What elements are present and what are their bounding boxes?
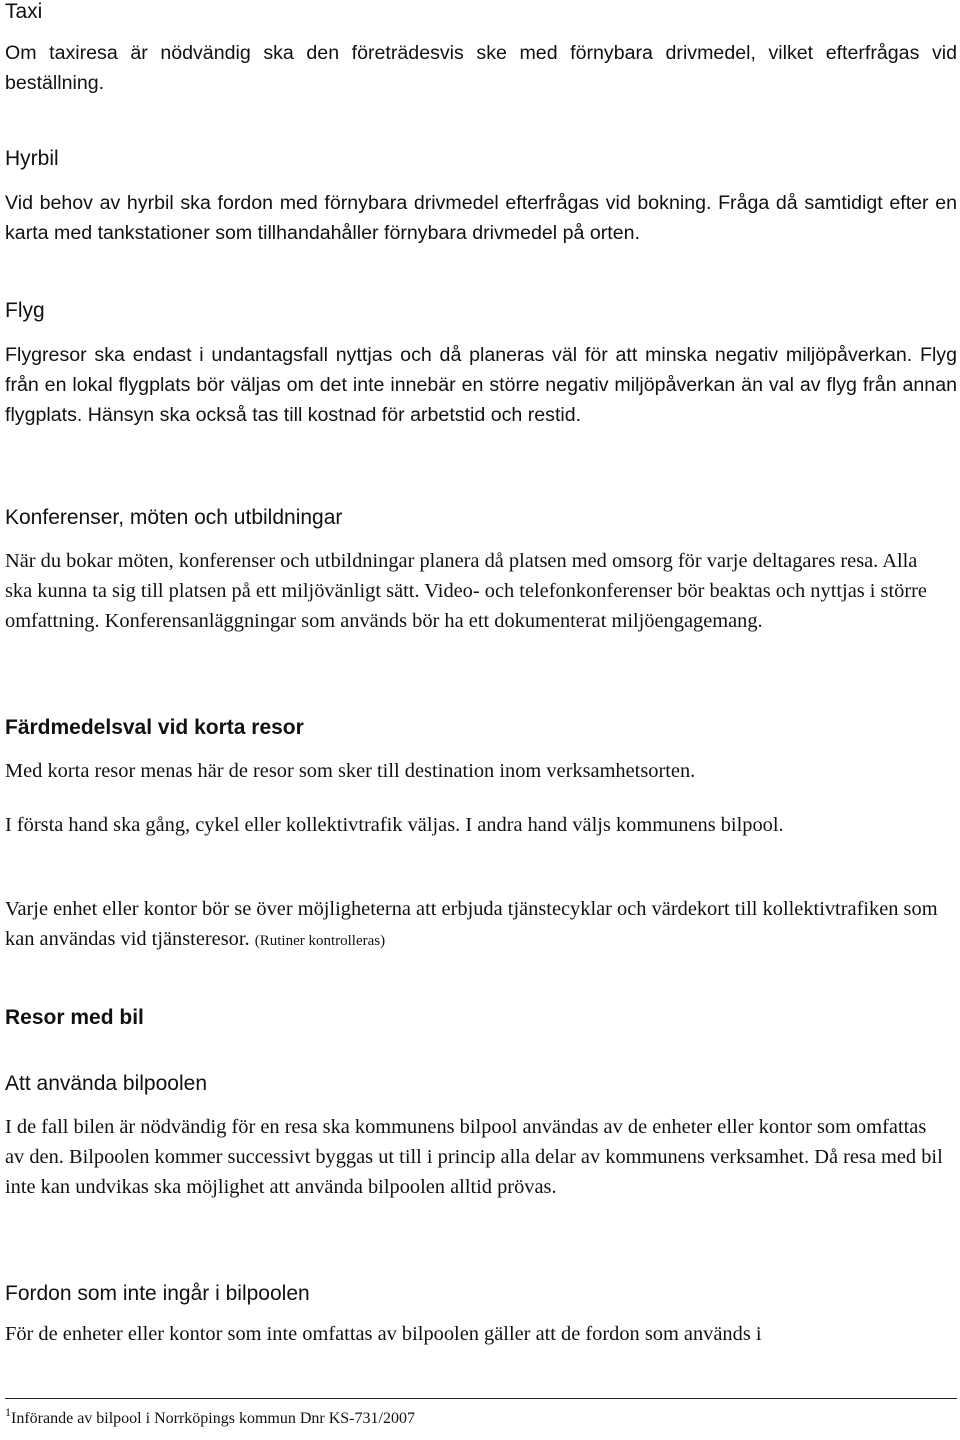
paragraph-korta-resor: Med korta resor menas här de resor som sker till destination inom verksamhetsorten.: [5, 760, 696, 782]
footnote-divider: [5, 1398, 957, 1399]
paragraph-flyg: Flygresor ska endast i undantagsfall nyttjas och då planeras väl för att minska negativ miljöpåverkan. Flyg från en lokal flygplats bör väljas om det inte innebär en större negativ miljöpåverkan än val av flyg från annan flygplats. Hänsyn ska också tas till kostnad för arbetstid och restid.: [5, 344, 957, 426]
heading-hyrbil: Hyrbil: [5, 147, 59, 170]
footnote: [5, 1405, 415, 1429]
paragraph-forsta-hand: I första hand ska gång, cykel eller kollektivtrafik väljas. I andra hand väljs kommunens bilpool.: [5, 814, 784, 836]
heading-fordon: Fordon som inte ingår i bilpoolen: [5, 1282, 310, 1305]
heading-fardmedelsval: Färdmedelsval vid korta resor: [5, 716, 304, 739]
heading-bilpoolen: Att använda bilpoolen: [5, 1072, 207, 1095]
heading-flyg: Flyg: [5, 299, 45, 322]
heading-taxi: Taxi: [5, 0, 43, 23]
heading-konferenser: Konferenser, möten och utbildningar: [5, 506, 343, 529]
paragraph-hyrbil: Vid behov av hyrbil ska fordon med förnybara drivmedel efterfrågas vid bokning. Fråga då samtidigt efter en karta med tankstationer som tillhandahåller förnybara drivmedel på orten.: [5, 192, 957, 244]
heading-resor-med-bil: Resor med bil: [5, 1006, 144, 1029]
footnote-number: 1: [5, 1405, 11, 1419]
paragraph-bilpoolen: I de fall bilen är nödvändig för en resa ska kommunens bilpool användas av de enheter eller kontor som omfattas av den. Bilpoolen kommer successivt byggas ut till i princip alla delar av kommunens verksamhet. Då resa med bil inte kan undvikas ska möjlighet att använda bilpoolen alltid prövas.: [5, 1116, 943, 1198]
paragraph-fordon: För de enheter eller kontor som inte omfattas av bilpoolen gäller att de fordon som används i: [5, 1323, 762, 1345]
paragraph-konferenser: När du bokar möten, konferenser och utbildningar planera då platsen med omsorg för varje deltagares resa. Alla ska kunna ta sig till platsen på ett miljövänligt sätt. Video- och telefonkonferenser bör beaktas och nyttjas i större omfattning. Konferensanläggningar som används bör ha ett dokumenterat miljöengagemang.: [5, 550, 927, 632]
tjanstecyklar-text: Varje enhet eller kontor bör se över möjligheterna att erbjuda tjänstecyklar och värdekort till kollektivtrafiken som kan användas vid tjänsteresor.: [5, 898, 938, 950]
paragraph-tjanstecyklar: [5, 894, 945, 956]
footnote-text: Införande av bilpool i Norrköpings kommun Dnr KS-731/2007: [11, 1410, 415, 1427]
paragraph-taxi: Om taxiresa är nödvändig ska den företrädesvis ske med förnybara drivmedel, vilket efterfrågas vid beställning.: [5, 42, 957, 94]
rutiner-note: (Rutiner kontrolleras): [254, 933, 386, 949]
